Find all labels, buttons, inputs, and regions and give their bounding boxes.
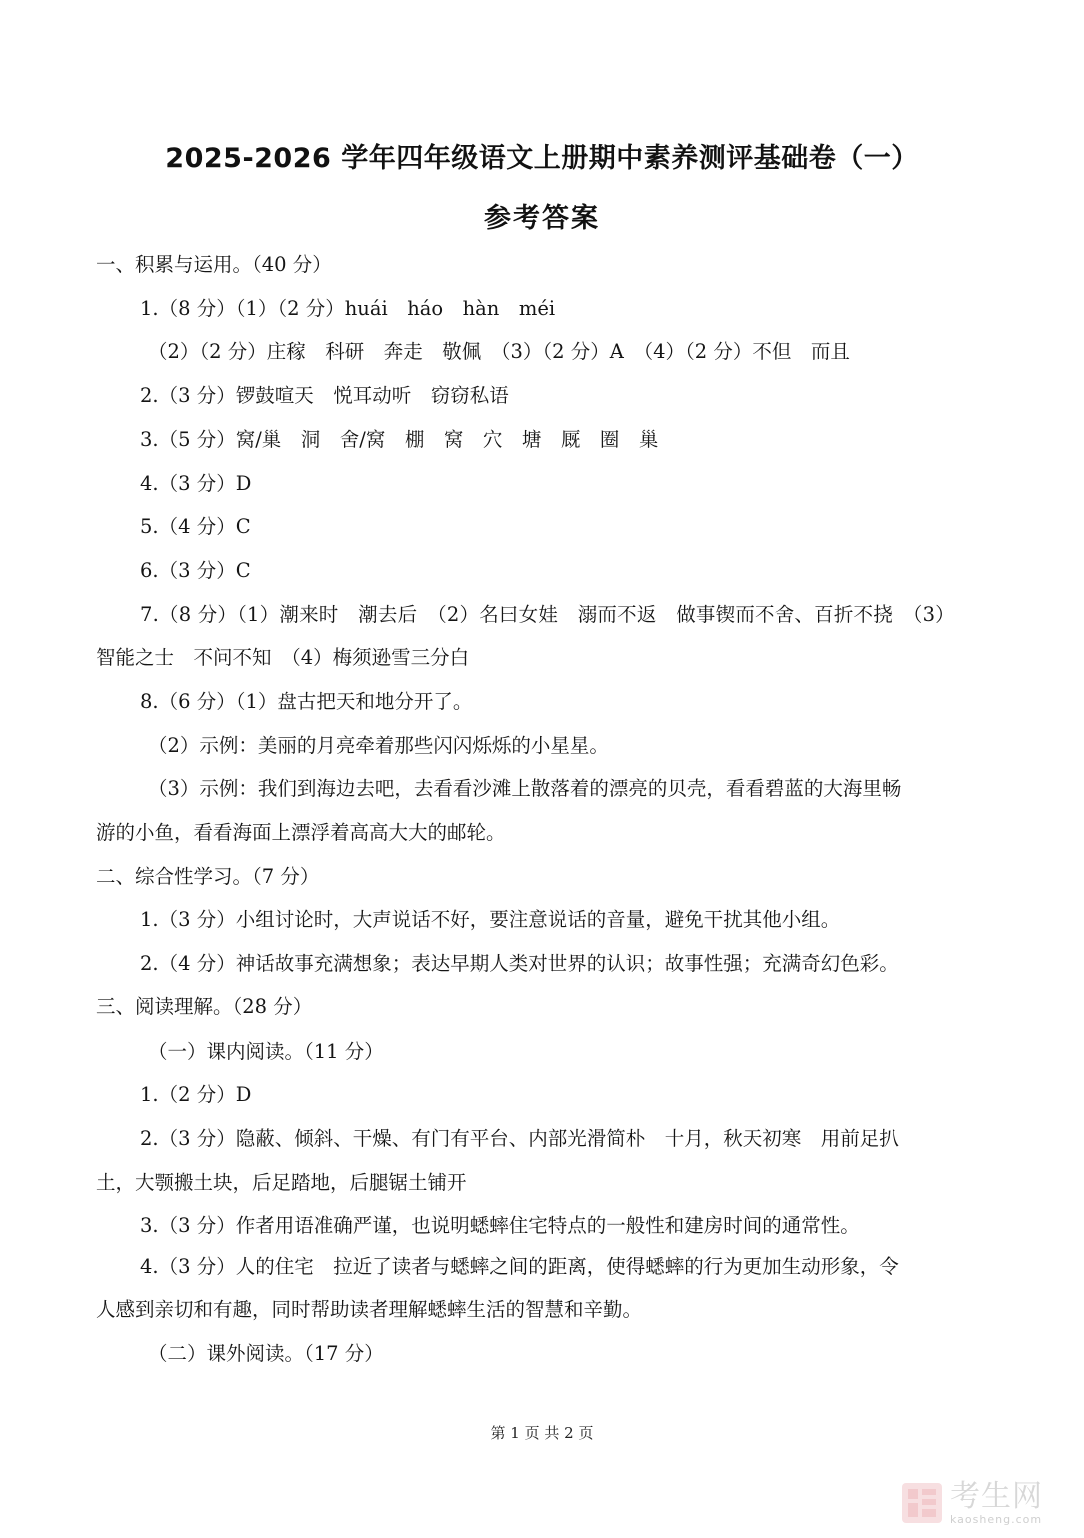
answer-line: 1.（2 分）D — [140, 1083, 252, 1106]
answer-line: 2.（3 分）隐蔽、倾斜、干燥、有门有平台、内部光滑简朴 十月，秋天初寒 用前足扒 — [140, 1127, 899, 1150]
answer-line-continued: 土，大颚搬土块，后足踏地，后腿锯土铺开 — [96, 1171, 467, 1194]
watermark-logo — [900, 1478, 1070, 1528]
answer-line: 8.（6 分）（1）盘古把天和地分开了。 — [140, 690, 473, 713]
answer-line: 1.（3 分）小组讨论时，大声说话不好，要注意说话的音量，避免干扰其他小组。 — [140, 908, 841, 931]
answer-line: 4.（3 分）D — [140, 472, 252, 495]
answer-line: 2.（4 分）神话故事充满想象；表达早期人类对世界的认识；故事性强；充满奇幻色彩。 — [140, 952, 899, 975]
subsection-heading: （一）课内阅读。（11 分） — [148, 1040, 384, 1063]
section-heading-3: 三、阅读理解。（28 分） — [96, 995, 313, 1018]
page-footer: 第 1 页 共 2 页 — [490, 1424, 594, 1442]
answer-line-continued: 人感到亲切和有趣，同时帮助读者理解蟋蟀生活的智慧和辛勤。 — [96, 1298, 643, 1321]
answer-line: 2.（3 分）锣鼓喧天 悦耳动听 窃窃私语 — [140, 384, 509, 407]
document-title: 2025-2026 学年四年级语文上册期中素养测评基础卷（一） — [165, 143, 919, 174]
answer-line: 6.（3 分）C — [140, 559, 251, 582]
answer-line-continued: 智能之士 不问不知 （4）梅须逊雪三分白 — [96, 646, 470, 669]
kaosheng-logo-icon — [900, 1481, 944, 1525]
answer-line: 5.（4 分）C — [140, 515, 251, 538]
answer-line: （2）示例：美丽的月亮牵着那些闪闪烁烁的小星星。 — [148, 734, 609, 757]
answer-line: 3.（3 分）作者用语准确严谨，也说明蟋蟀住宅特点的一般性和建房时间的通常性。 — [140, 1214, 860, 1237]
answer-line: 4.（3 分）人的住宅 拉近了读者与蟋蟀之间的距离，使得蟋蟀的行为更加生动形象，令 — [140, 1255, 899, 1278]
section-heading-2: 二、综合性学习。（7 分） — [96, 865, 320, 888]
answer-line: （2）（2 分）庄稼 科研 奔走 敬佩 （3）（2 分）A （4）（2 分）不但 而且 — [148, 340, 850, 363]
answer-line: 7.（8 分）（1）潮来时 潮去后 （2）名曰女娃 溺而不返 做事锲而不舍、百折不挠 （3） — [140, 603, 955, 626]
document-subtitle: 参考答案 — [484, 203, 600, 234]
answer-line: 3.（5 分）窝/巢 洞 舍/窝 棚 窝 穴 塘 厩 圈 巢 — [140, 428, 659, 451]
answer-line: （3）示例：我们到海边去吧，去看看沙滩上散落着的漂亮的贝壳，看看碧蓝的大海里畅 — [148, 777, 902, 800]
answer-line-continued: 游的小鱼，看看海面上漂浮着高高大大的邮轮。 — [96, 821, 506, 844]
subsection-heading: （二）课外阅读。（17 分） — [148, 1342, 384, 1365]
section-heading-1: 一、积累与运用。（40 分） — [96, 253, 332, 276]
answer-line: 1.（8 分）（1）（2 分）huái háo hàn méi — [140, 297, 556, 320]
watermark-domain: kaosheng.com — [950, 1512, 1043, 1526]
watermark-text: 考生网 — [950, 1478, 1043, 1514]
